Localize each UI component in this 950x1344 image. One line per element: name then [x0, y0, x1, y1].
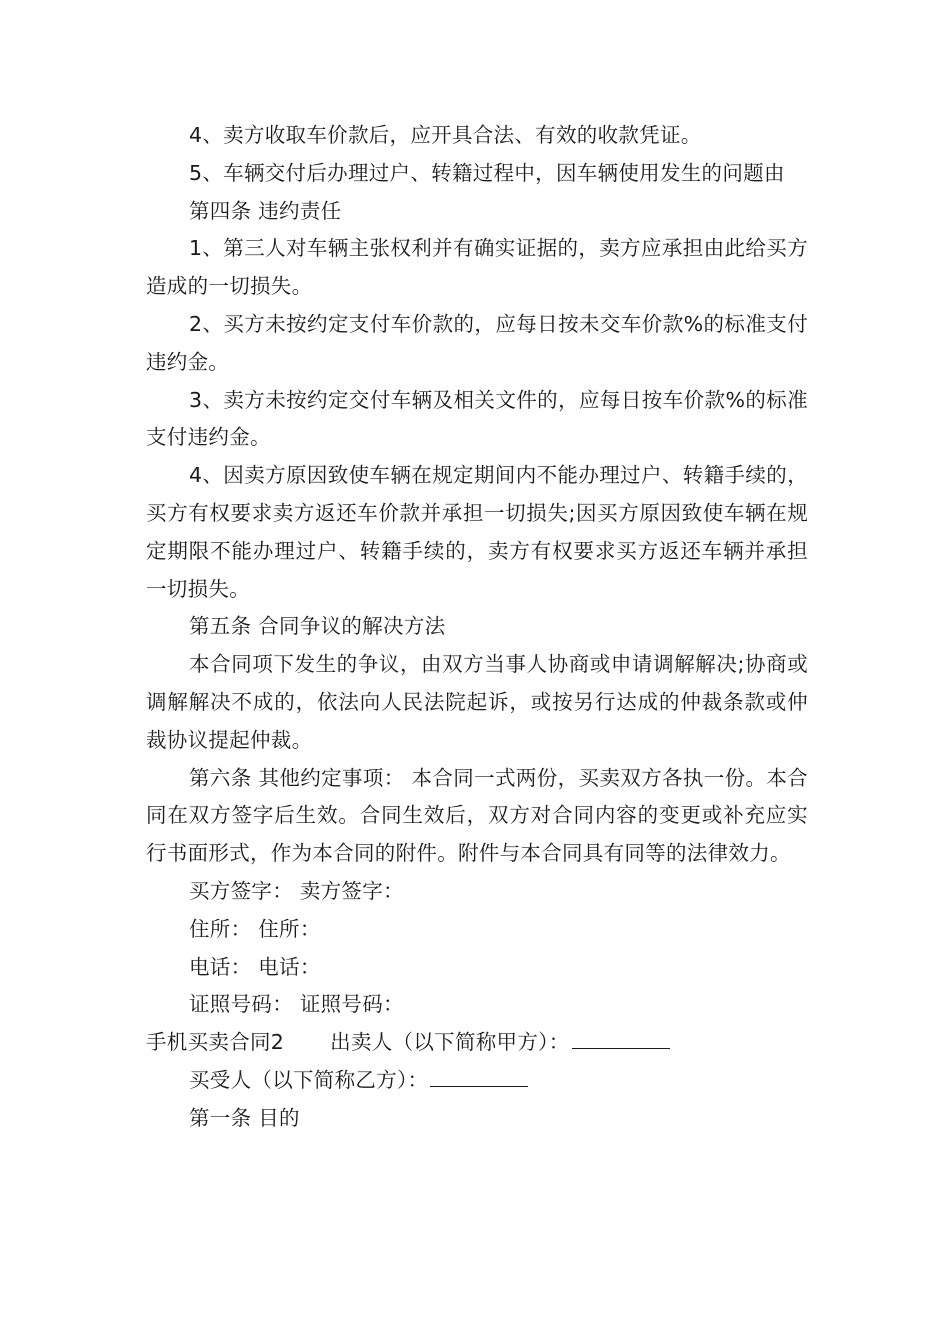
seller-blank — [572, 1028, 670, 1049]
paragraph-transfer-clause: 5、车辆交付后办理过户、转籍过程中，因车辆使用发生的问题由 — [189, 160, 785, 185]
buyer-line — [146, 1062, 808, 1100]
paragraph-dispute-resolution: 本合同项下发生的争议，由双方当事人协商或申请调解解决;协商或调解解决不成的，依法向人民法院起诉，或按另行达成的仲裁条款或仲裁协议提起仲裁。 — [146, 652, 808, 752]
paragraph-breach-2: 2、买方未按约定支付车价款的，应每日按未交车价款%的标准支付违约金。 — [146, 311, 808, 374]
address-line: 住所： 住所： — [189, 916, 321, 941]
buyer-blank — [430, 1066, 528, 1087]
article-5-heading: 第五条 合同争议的解决方法 — [189, 614, 446, 639]
paragraph-receipt-clause: 4、卖方收取车价款后，应开具合法、有效的收款凭证。 — [189, 123, 702, 147]
seller-label: 出卖人（以下简称甲方）： — [330, 1030, 570, 1055]
article-1-heading: 第一条 目的 — [189, 1105, 300, 1130]
paragraph-breach-4: 4、因卖方原因致使车辆在规定期间内不能办理过户、转籍手续的，买方有权要求卖方返还车价款并承担一切损失;因买方原因致使车辆在规定期限不能办理过户、转籍手续的，卖方有权要求买方返还车辆并承担一切损失。 — [146, 463, 808, 601]
document-body — [146, 117, 808, 1138]
article-4-heading: 第四条 违约责任 — [189, 198, 342, 223]
id-number-line: 证照号码： 证照号码： — [189, 992, 404, 1017]
contract-2-title: 手机买卖合同2 — [146, 1030, 285, 1055]
buyer-label: 买受人（以下简称乙方）： — [189, 1067, 429, 1092]
paragraph-other-terms: 第六条 其他约定事项： 本合同一式两份，买卖双方各执一份。本合同在双方签字后生效。合同生效后，双方对合同内容的变更或补充应实行书面形式，作为本合同的附件。附件与本合同具有同等的法律效力。 — [146, 765, 808, 866]
paragraph-breach-1: 1、第三人对车辆主张权利并有确实证据的，卖方应承担由此给买方造成的一切损失。 — [146, 236, 808, 299]
phone-line: 电话： 电话： — [189, 954, 321, 979]
contract-2-title-line — [146, 1024, 808, 1062]
paragraph-breach-3: 3、卖方未按约定交付车辆及相关文件的，应每日按车价款%的标准支付违约金。 — [146, 387, 808, 450]
signature-line: 买方签字： 卖方签字： — [189, 878, 404, 903]
